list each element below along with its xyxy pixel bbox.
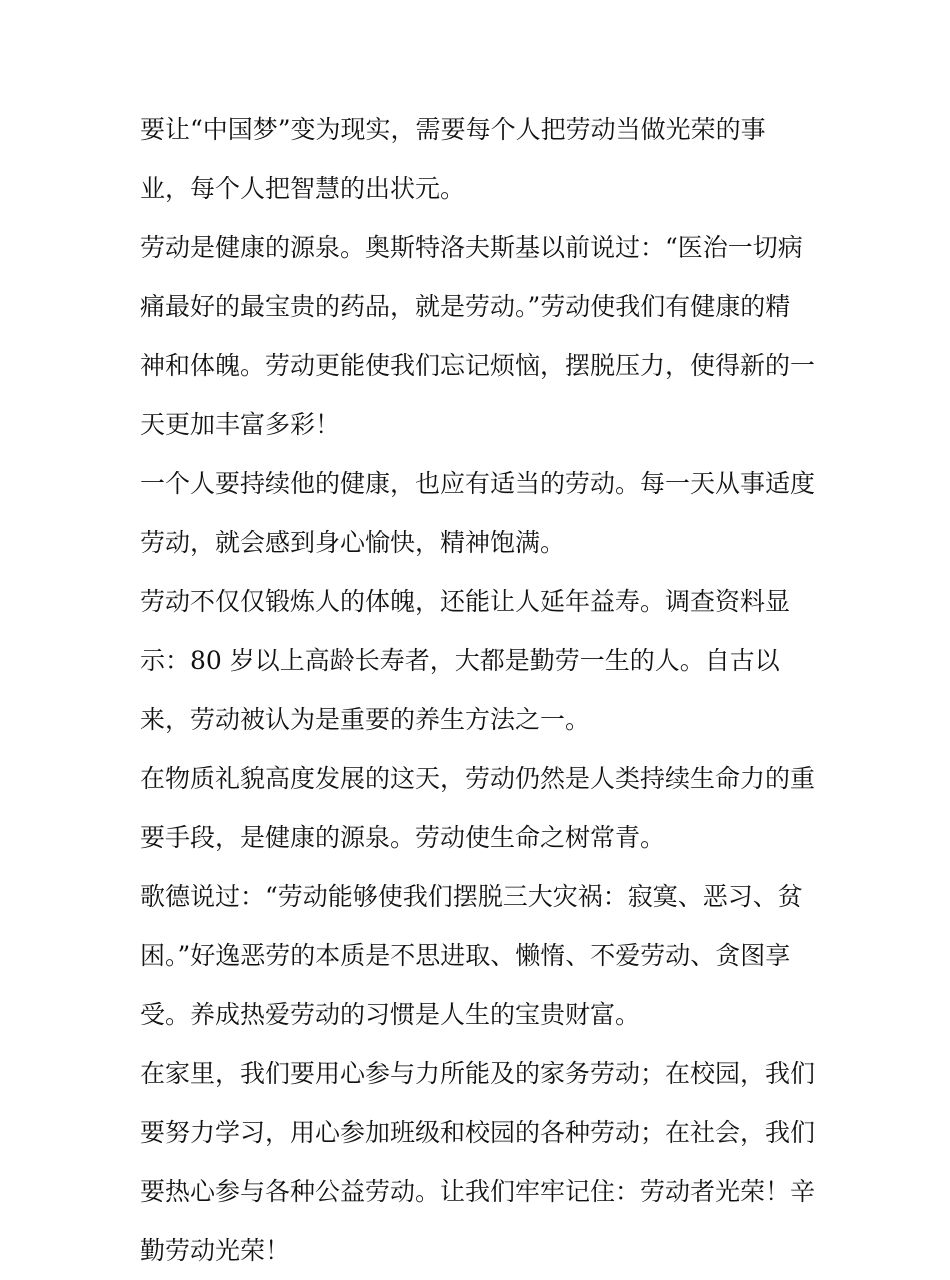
- document-body: [140, 100, 815, 1280]
- paragraph-5: 在物质礼貌高度发展的这天，劳动仍然是人类持续生命力的重要手段，是健康的源泉。劳动使生命之树常青。: [140, 764, 816, 852]
- paragraph-6: 歌德说过：“劳动能够使我们摆脱三大灾祸：寂寞、恶习、贫困。”好逸恶劳的本质是不思进取、懒惰、不爱劳动、贪图享受。养成热爱劳动的习惯是人生的宝贵财富。: [140, 882, 803, 1029]
- paragraph-1: 要让“中国梦”变为现实，需要每个人把劳动当做光荣的事业，每个人把智慧的出状元。: [140, 115, 766, 203]
- paragraph-3: 一个人要持续他的健康，也应有适当的劳动。每一天从事适度劳动，就会感到身心愉快，精神饱满。: [140, 469, 816, 557]
- paragraph-2: 劳动是健康的源泉。奥斯特洛夫斯基以前说过：“医治一切病痛最好的最宝贵的药品，就是劳动。”劳动使我们有健康的精神和体魄。劳动更能使我们忘记烦恼，摆脱压力，使得新的一天更加丰富多彩！: [140, 233, 816, 439]
- paragraph-7: 在家里，我们要用心参与力所能及的家务劳动；在校园，我们要努力学习，用心参加班级和校园的各种劳动；在社会，我们要热心参与各种公益劳动。让我们牢牢记住：劳动者光荣！辛勤劳动光荣！: [140, 1059, 816, 1265]
- paragraph-4: 劳动不仅仅锻炼人的体魄，还能让人延年益寿。调查资料显示：80 岁以上高龄长寿者，大都是勤劳一生的人。自古以来，劳动被认为是重要的养生方法之一。: [140, 587, 791, 734]
